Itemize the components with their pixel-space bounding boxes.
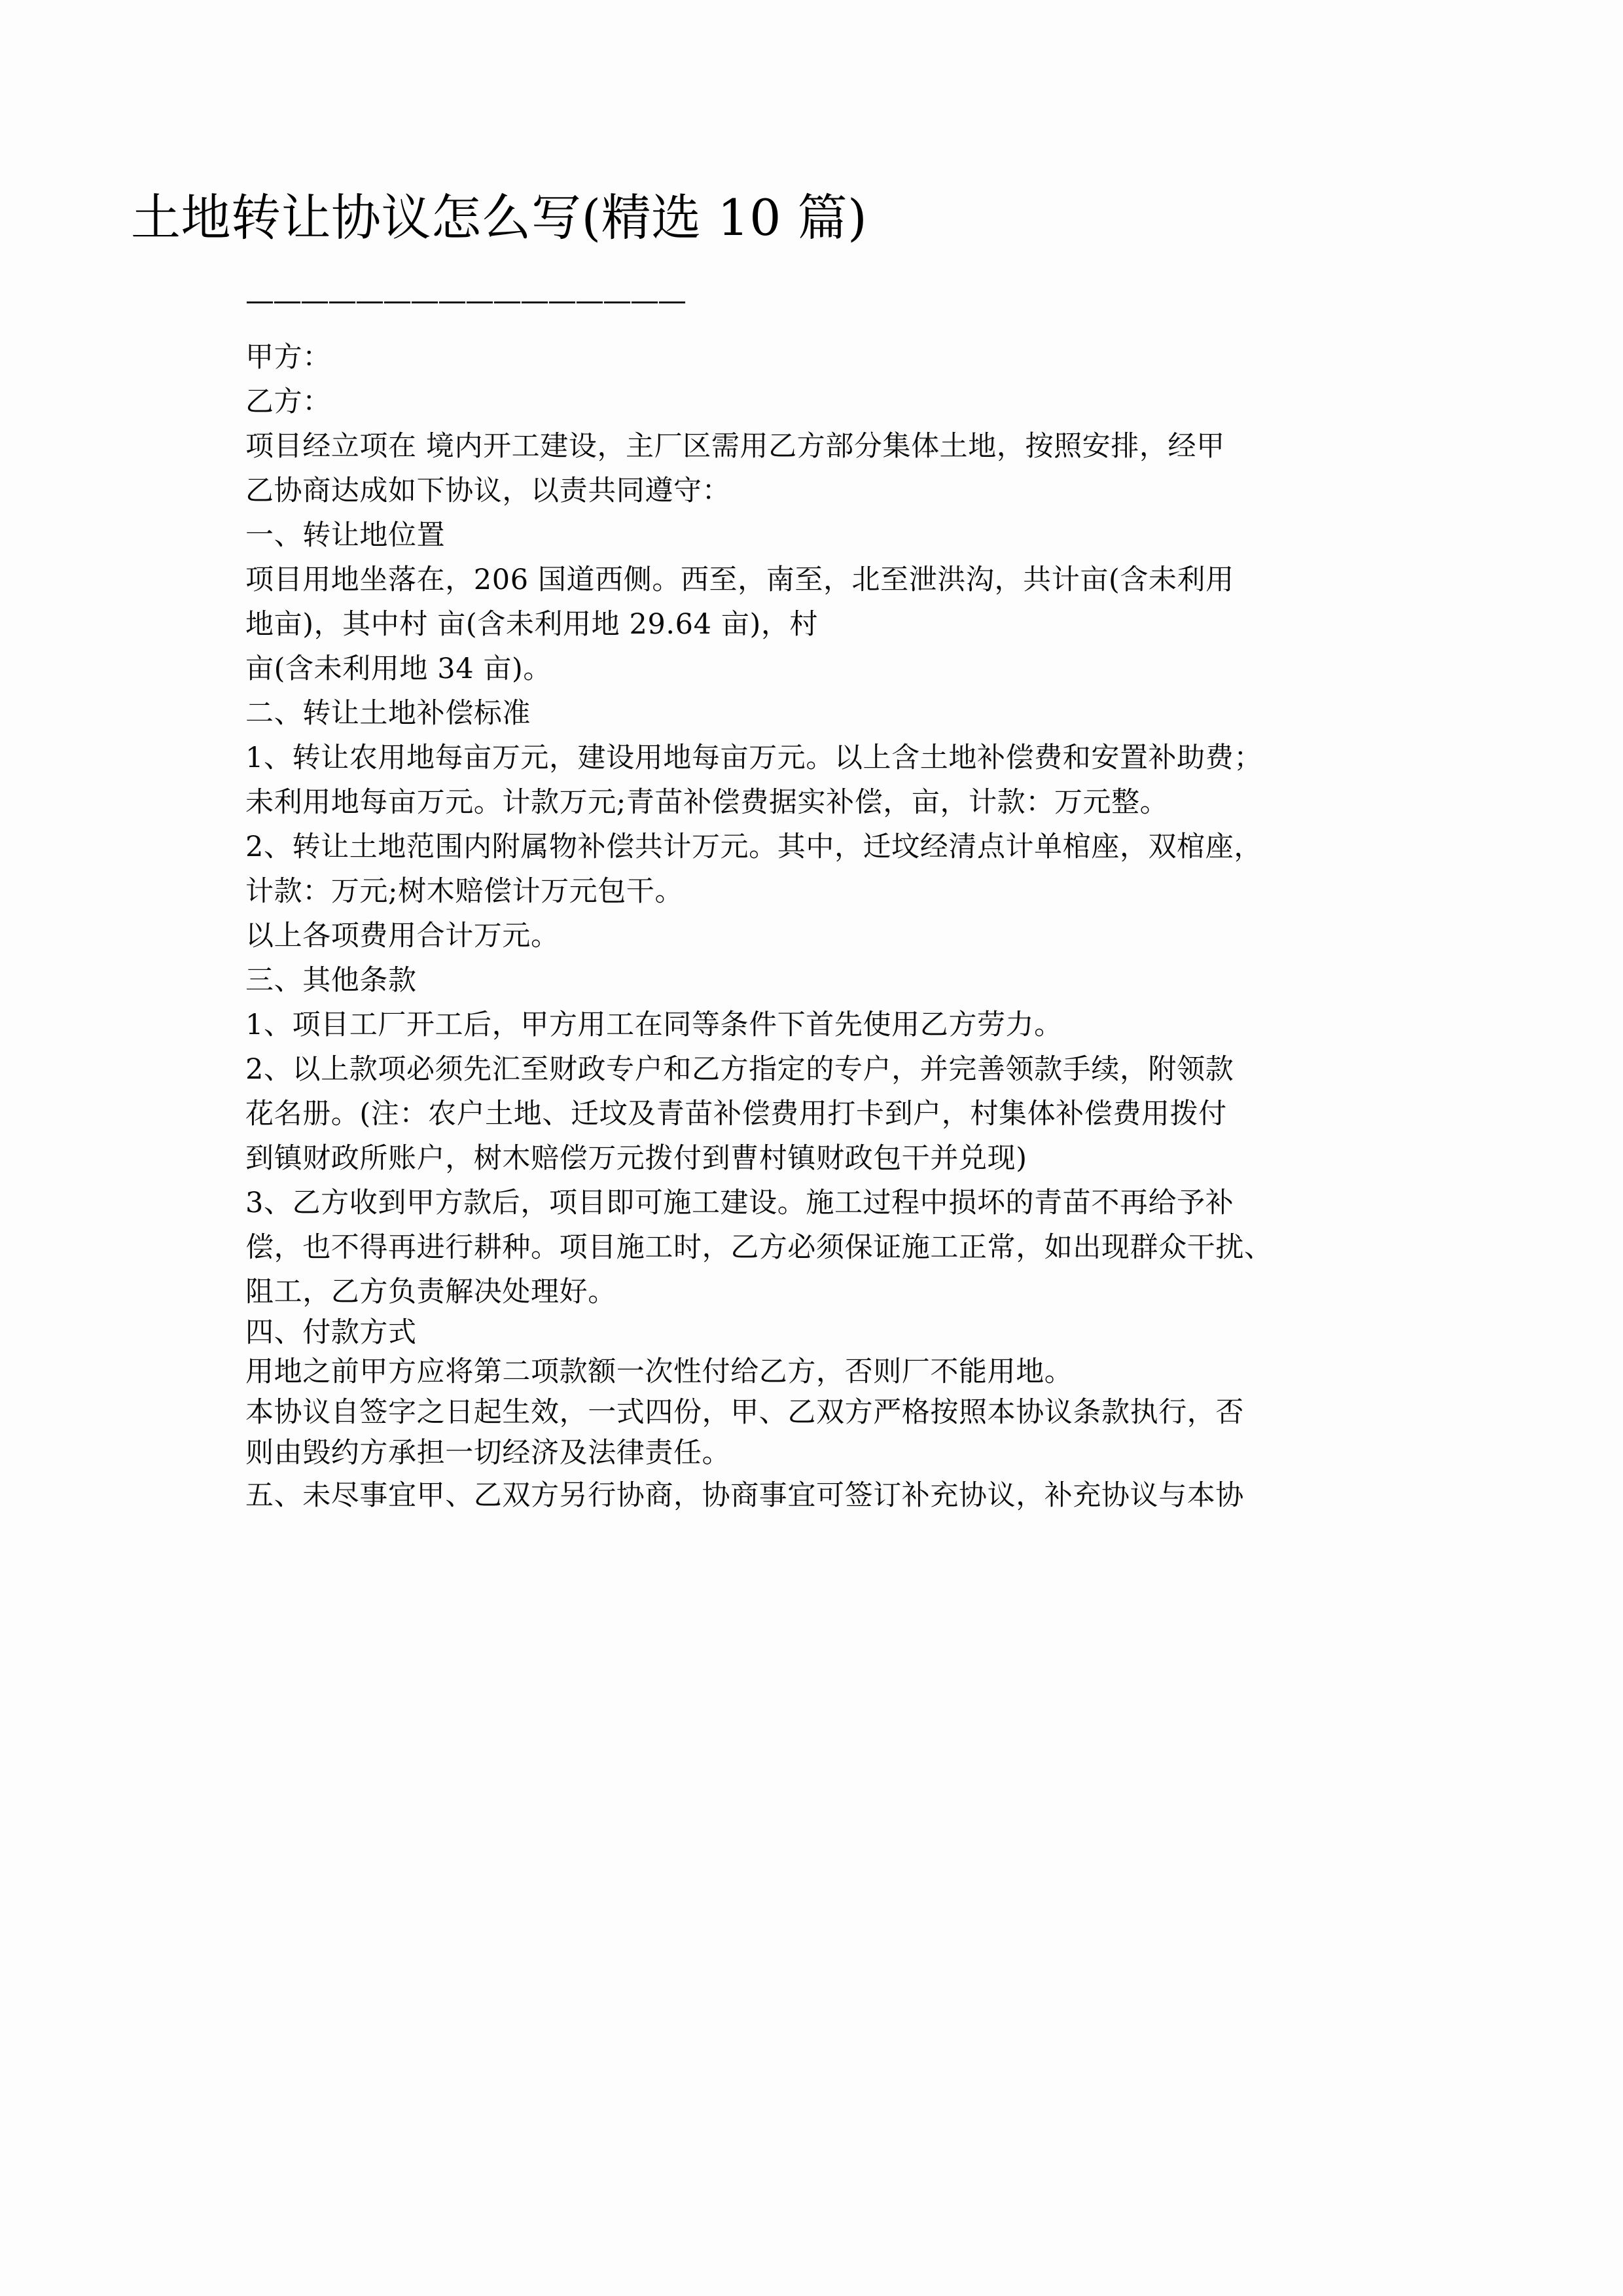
body-text-block (245, 335, 1378, 1518)
section-1-line-3: 亩(含未利用地 34 亩)。 (245, 653, 552, 685)
section-3-item-3-line-3: 阻工，乙方负责解决处理好。 (245, 1276, 616, 1308)
section-3-item-2-line-1: 2、以上款项必须先汇至财政专户和乙方指定的专户，并完善领款手续，附领款 (245, 1053, 1234, 1086)
section-3-item-1: 1、项目工厂开工后，甲方用工在同等条件下首先使用乙方劳力。 (245, 1009, 1063, 1041)
section-3-item-3-line-2: 偿，也不得再进行耕种。项目施工时，乙方必须保证施工正常，如出现群众干扰、 (245, 1231, 1273, 1264)
party-a-label: 甲方： (245, 341, 331, 374)
section-4-line-1: 用地之前甲方应将第二项款额一次性付给乙方，否则厂不能用地。 (245, 1355, 1073, 1388)
section-3-heading: 三、其他条款 (245, 964, 417, 997)
title-divider: ———————————————— (245, 284, 685, 317)
section-2-total-line: 以上各项费用合计万元。 (245, 920, 560, 952)
preamble-line-2: 乙协商达成如下协议，以责共同遵守： (245, 475, 731, 507)
preamble-line-1: 项目经立项在 境内开工建设，主厂区需用乙方部分集体土地，按照安排，经甲 (245, 430, 1225, 463)
section-2-item-2-line-1: 2、转让土地范围内附属物补偿共计万元。其中，迁坟经清点计单棺座，双棺座， (245, 831, 1262, 863)
section-1-heading: 一、转让地位置 (245, 519, 446, 552)
section-1-line-2: 地亩)，其中村 亩(含未利用地 29.64 亩)，村 (245, 608, 819, 641)
section-1-line-1: 项目用地坐落在，206 国道西侧。西至，南至，北至泄洪沟，共计亩(含未利用 (245, 564, 1234, 596)
section-4-line-2: 本协议自签字之日起生效，一式四份，甲、乙双方严格按照本协议条款执行，否 (245, 1396, 1244, 1429)
section-2-item-2-line-2: 计款：万元;树木赔偿计万元包干。 (245, 875, 684, 908)
section-2-heading: 二、转让土地补偿标准 (245, 697, 531, 730)
section-3-item-2-line-3: 到镇财政所账户，树木赔偿万元拨付到曹村镇财政包干并兑现) (245, 1142, 1027, 1175)
section-3-item-2-line-2: 花名册。(注：农户土地、迁坟及青苗补偿费用打卡到户，村集体补偿费用拨付 (245, 1098, 1227, 1130)
section-2-item-1-line-2: 未利用地每亩万元。计款万元;青苗补偿费据实补偿，亩，计款：万元整。 (245, 786, 1169, 819)
section-4-line-3: 则由毁约方承担一切经济及法律责任。 (245, 1437, 731, 1469)
page-title: 土地转让协议怎么写(精选 10 篇) (131, 188, 868, 247)
section-5-line-1: 五、未尽事宜甲、乙双方另行协商，协商事宜可签订补充协议，补充协议与本协 (245, 1479, 1244, 1512)
section-4-heading: 四、付款方式 (245, 1316, 417, 1349)
party-b-label: 乙方： (245, 386, 331, 418)
section-3-item-3-line-1: 3、乙方收到甲方款后，项目即可施工建设。施工过程中损坏的青苗不再给予补 (245, 1187, 1234, 1219)
section-2-item-1-line-1: 1、转让农用地每亩万元，建设用地每亩万元。以上含土地补偿费和安置补助费； (245, 742, 1262, 774)
